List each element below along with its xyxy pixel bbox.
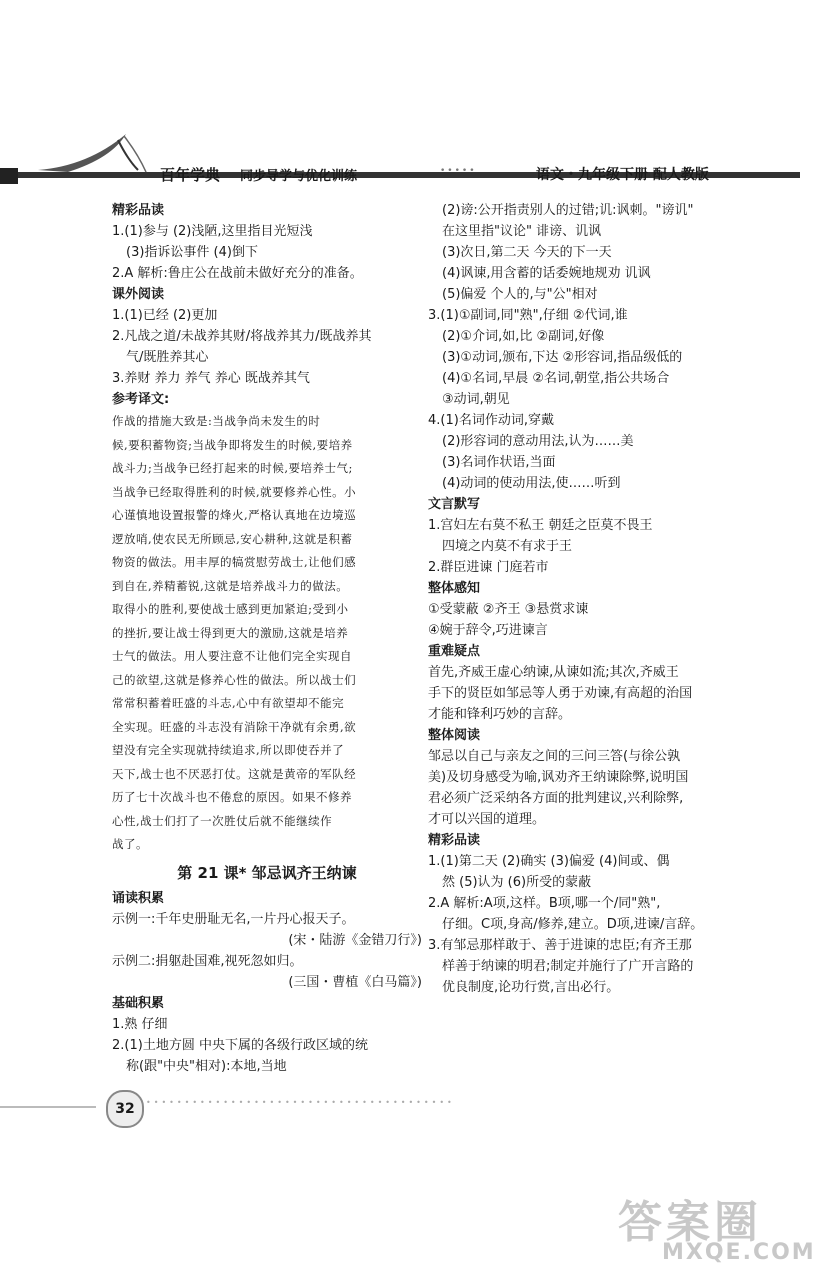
translation-line: 战了。	[112, 837, 148, 851]
answer-line: (2)谤:公开指责别人的过错;讥:讽刺。"谤讥"	[442, 203, 694, 218]
answer-line: 样善于纳谏的明君;制定并施行了广开言路的	[442, 959, 694, 974]
translation-line: 作战的措施大致是:当战争尚未发生的时	[112, 414, 321, 428]
section-heading: 基础积累	[112, 995, 165, 1011]
translation-line: 候,要积蓄物资;当战争即将发生的时候,要培养	[112, 437, 353, 452]
watermark-url: MXQE.COM	[662, 1240, 816, 1265]
footer-line	[0, 1106, 96, 1108]
answer-line: 才可以兴国的道理。	[428, 812, 546, 827]
header-edition: 语文・九年级下册 配人教版	[536, 167, 709, 183]
answer-line: 才能和锋利巧妙的言辞。	[428, 707, 572, 722]
answer-line: (4)①名词,早晨 ②名词,朝堂,指公共场合	[442, 371, 670, 386]
answer-line: 在这里指"议论" 诽谤、讥讽	[442, 224, 602, 239]
translation-line: 的挫折,要让战士得到更大的激励,这就是培养	[112, 625, 349, 640]
answer-line: 2.A 解析:鲁庄公在战前未做好充分的准备。	[112, 266, 363, 281]
answer-line: 3.有邹忌那样敢于、善于进谏的忠臣;有齐王那	[428, 938, 692, 953]
section-heading: 诵读积累	[112, 890, 165, 906]
answer-line: 1.熟 仔细	[112, 1016, 168, 1032]
answer-line: 4.(1)名词作动词,穿戴	[428, 413, 554, 428]
answer-line: (2)①介词,如,比 ②副词,好像	[442, 329, 605, 344]
answer-line: 称(跟"中央"相对):本地,当地	[126, 1058, 287, 1074]
translation-line: 己的欲望,这就是修养心性的做法。所以战士们	[112, 672, 357, 687]
section-heading: 课外阅读	[112, 287, 165, 302]
answer-line: 首先,齐威王虚心纳谏,从谏如流;其次,齐威王	[428, 665, 679, 680]
translation-line: 望没有完全实现就持续追求,所以即使吞并了	[112, 743, 345, 757]
section-heading: 整体阅读	[428, 728, 481, 743]
answer-line: 示例一:千年史册耻无名,一片丹心报天子。	[112, 911, 355, 927]
source-citation: (三国・曹植《白马篇》)	[288, 974, 422, 990]
header-subtitle: 同步导学与优化训练	[240, 169, 358, 184]
answer-line: 3.(1)①副词,同"熟",仔细 ②代词,谁	[428, 308, 628, 323]
answer-line: ③动词,朝见	[442, 392, 510, 407]
answer-line: 气/既胜养其心	[126, 350, 209, 365]
translation-line: 取得小的胜利,要使战士感到更加紧迫;受到小	[112, 602, 349, 616]
translation-line: 心谨慎地设置报警的烽火,严格认真地在边境巡	[112, 508, 357, 522]
answer-line: 君必须广泛采纳各方面的批判建议,兴利除弊,	[428, 791, 684, 806]
section-heading: 参考译文:	[112, 392, 170, 407]
answer-line: ④婉于辞令,巧进谏言	[428, 623, 548, 638]
answer-line: (3)①动词,颁布,下达 ②形容词,指品级低的	[442, 350, 683, 365]
source-citation: (宋・陆游《金错刀行》)	[288, 932, 422, 948]
watermark-logo: 答案圈	[618, 1197, 762, 1248]
page-footer	[0, 1088, 800, 1128]
header-brand: 百年学典	[160, 166, 221, 184]
answer-line: 1.(1)已经 (2)更加	[112, 308, 218, 323]
translation-line: 天下,战士也不厌恶打仗。这就是黄帝的军队经	[112, 766, 357, 781]
answer-line: 1.宫妇左右莫不私王 朝廷之臣莫不畏王	[428, 518, 653, 533]
answer-line: ①受蒙蔽 ②齐王 ③悬赏求谏	[428, 602, 589, 617]
answer-line: 2.群臣进谏 门庭若市	[428, 560, 549, 575]
answer-line: 示例二:捐躯赴国难,视死忽如归。	[112, 953, 303, 969]
answer-line: 优良制度,论功行赏,言出必行。	[442, 980, 620, 995]
translation-line: 历了七十次战斗也不倦怠的原因。如果不修养	[112, 790, 352, 804]
answer-line: 1.(1)参与 (2)浅陋,这里指目光短浅	[112, 224, 313, 239]
answer-line: 手下的贤臣如邹忌等人勇于劝谏,有高超的治国	[428, 686, 693, 701]
answer-line: 美)及切身感受为喻,讽劝齐王纳谏除弊,说明国	[428, 770, 689, 785]
translation-line: 全实现。旺盛的斗志没有消除干净就有余勇,欲	[112, 719, 357, 734]
left-column	[112, 200, 422, 1077]
translation-line: 物资的做法。用丰厚的犒赏慰劳战士,让他们感	[112, 555, 357, 569]
translation-line: 逻放哨,使农民无所顾忌,安心耕种,这就是积蓄	[112, 531, 353, 546]
answer-line: 2.(1)土地方圆 中央下属的各级行政区域的统	[112, 1037, 368, 1053]
answer-line: (3)次日,第二天 今天的下一天	[442, 245, 612, 260]
section-heading: 精彩品读	[112, 203, 165, 218]
answer-line: (5)偏爱 个人的,与"公"相对	[442, 287, 598, 302]
answer-line: 2.A 解析:A项,这样。B项,哪一个/同"熟",	[428, 896, 661, 911]
footer-dots: ••••••••••••••••••••••••••••••••••••••••	[146, 1098, 455, 1107]
answer-line: (2)形容词的意动用法,认为……美	[442, 434, 634, 449]
translation-line: 到自在,养精蓄锐,这就是培养战斗力的做法。	[112, 578, 349, 593]
lesson-title: 第 21 课* 邹忌讽齐王纳谏	[177, 863, 357, 882]
page-header	[0, 130, 800, 190]
answer-line: 四境之内莫不有求于王	[442, 539, 573, 554]
translation-line: 当战争已经取得胜利的时候,就要修养心性。小	[112, 484, 357, 499]
section-heading: 重难疑点	[428, 644, 481, 659]
answer-line: 然 (5)认为 (6)所受的蒙蔽	[442, 875, 592, 890]
answer-line: (4)讽谏,用含蓄的话委婉地规劝 讥讽	[442, 266, 651, 281]
translation-line: 士气的做法。用人要注意不让他们完全实现自	[112, 649, 352, 663]
answer-line: 邹忌以自己与亲友之间的三问三答(与徐公孰	[428, 749, 681, 764]
answer-line: (3)指诉讼事件 (4)倒下	[126, 245, 258, 260]
translation-line: 战斗力;当战争已经打起来的时候,要培养士气;	[112, 461, 353, 475]
section-heading: 精彩品读	[428, 833, 481, 848]
page-number: 32	[106, 1090, 144, 1128]
translation-line: 心性,战士们打了一次胜仗后就不能继续作	[112, 813, 333, 828]
right-column	[428, 200, 738, 998]
quill-logo-icon	[28, 130, 148, 174]
answer-line: (3)名词作状语,当面	[442, 455, 556, 470]
answer-line: 2.凡战之道/未战养其财/将战养其力/既战养其	[112, 329, 372, 344]
header-dots: •••••	[440, 166, 477, 176]
section-heading: 整体感知	[428, 581, 481, 596]
answer-line: 仔细。C项,身高/修养,建立。D项,进谏/言辞。	[442, 917, 704, 932]
answer-line: (4)动词的使动用法,使……听到	[442, 476, 621, 491]
section-heading: 文言默写	[428, 497, 481, 512]
answer-line: 3.养财 养力 养气 养心 既战养其气	[112, 371, 310, 386]
translation-line: 常常积蓄着旺盛的斗志,心中有欲望却不能完	[112, 696, 345, 710]
header-block	[0, 168, 18, 184]
answer-line: 1.(1)第二天 (2)确实 (3)偏爱 (4)间或、偶	[428, 854, 670, 869]
